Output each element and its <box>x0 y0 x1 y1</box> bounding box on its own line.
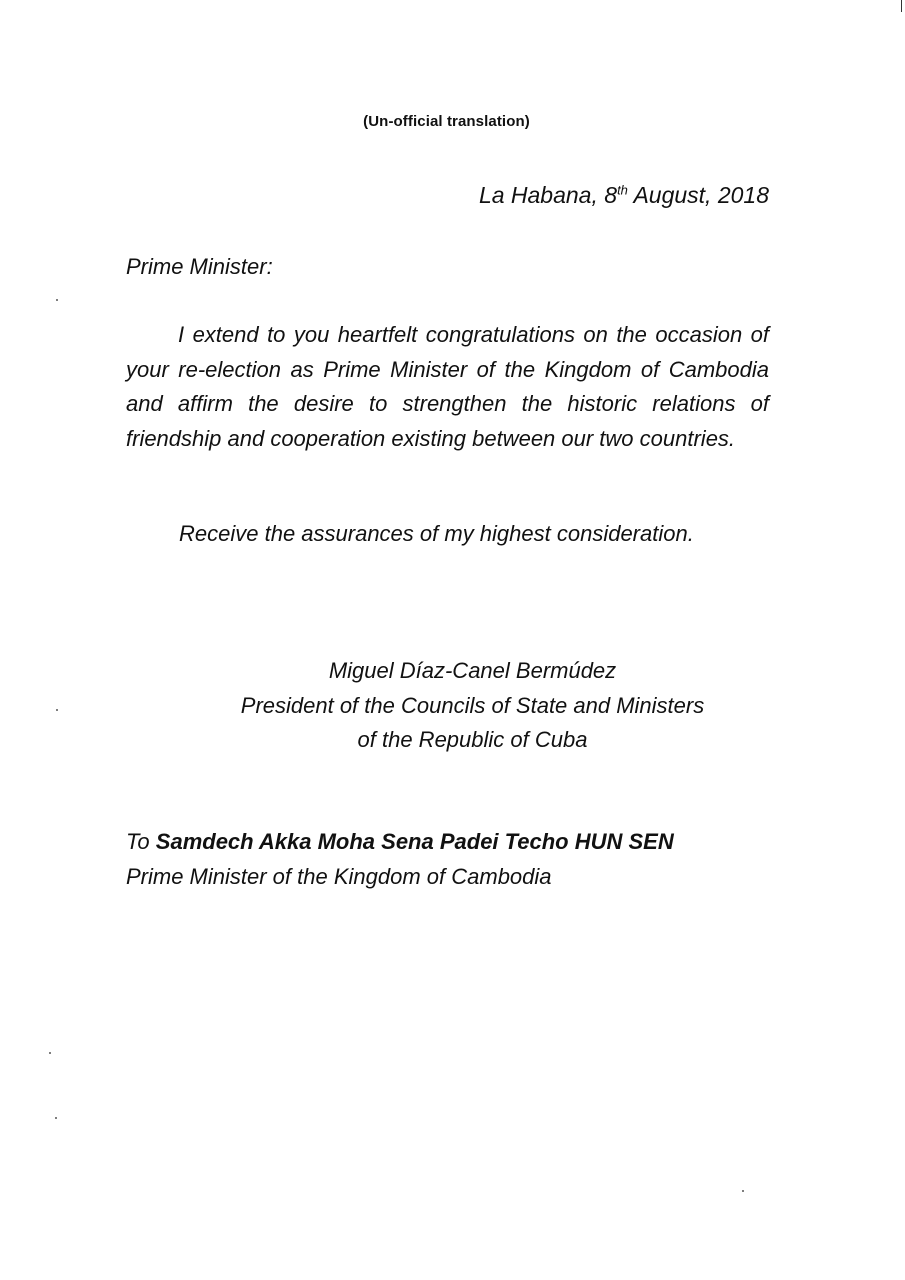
recipient-line <box>126 825 674 860</box>
closing-line: Receive the assurances of my highest consideration. <box>179 521 694 546</box>
recipient-prefix: To <box>126 829 156 854</box>
scan-speck <box>742 1190 744 1192</box>
salutation: Prime Minister: <box>126 254 273 279</box>
scan-speck <box>55 1117 57 1119</box>
recipient-title: Prime Minister of the Kingdom of Cambodia <box>126 863 552 889</box>
dateline <box>479 182 769 209</box>
translation-note: (Un-official translation) <box>363 113 530 130</box>
signatory-title-line1: President of the Councils of State and Ministers <box>240 692 705 718</box>
dateline-ordinal: th <box>617 182 628 198</box>
scan-speck <box>49 1052 51 1054</box>
dateline-place-day: La Habana, 8 <box>478 182 618 208</box>
body-paragraph: I extend to you heartfelt congratulations on the occasion of your re-election as Prime Minister of the Kingdom of Cambodia and affirm the desire to strengthen the historic relations of friendship and cooperation existing between our two countries. <box>126 322 769 451</box>
recipient-block <box>126 825 674 894</box>
signatory-title-line2: of the Republic of Cuba <box>357 727 588 752</box>
scan-speck <box>56 709 58 711</box>
dateline-month-year: August, 2018 <box>627 182 769 208</box>
scan-speck <box>56 299 58 301</box>
scan-edge-mark <box>901 0 902 12</box>
signature-block <box>150 654 795 758</box>
signatory-name: Miguel Díaz-Canel Bermúdez <box>328 658 617 683</box>
recipient-name: Samdech Akka Moha Sena Padei Techo HUN SEN <box>155 829 674 854</box>
